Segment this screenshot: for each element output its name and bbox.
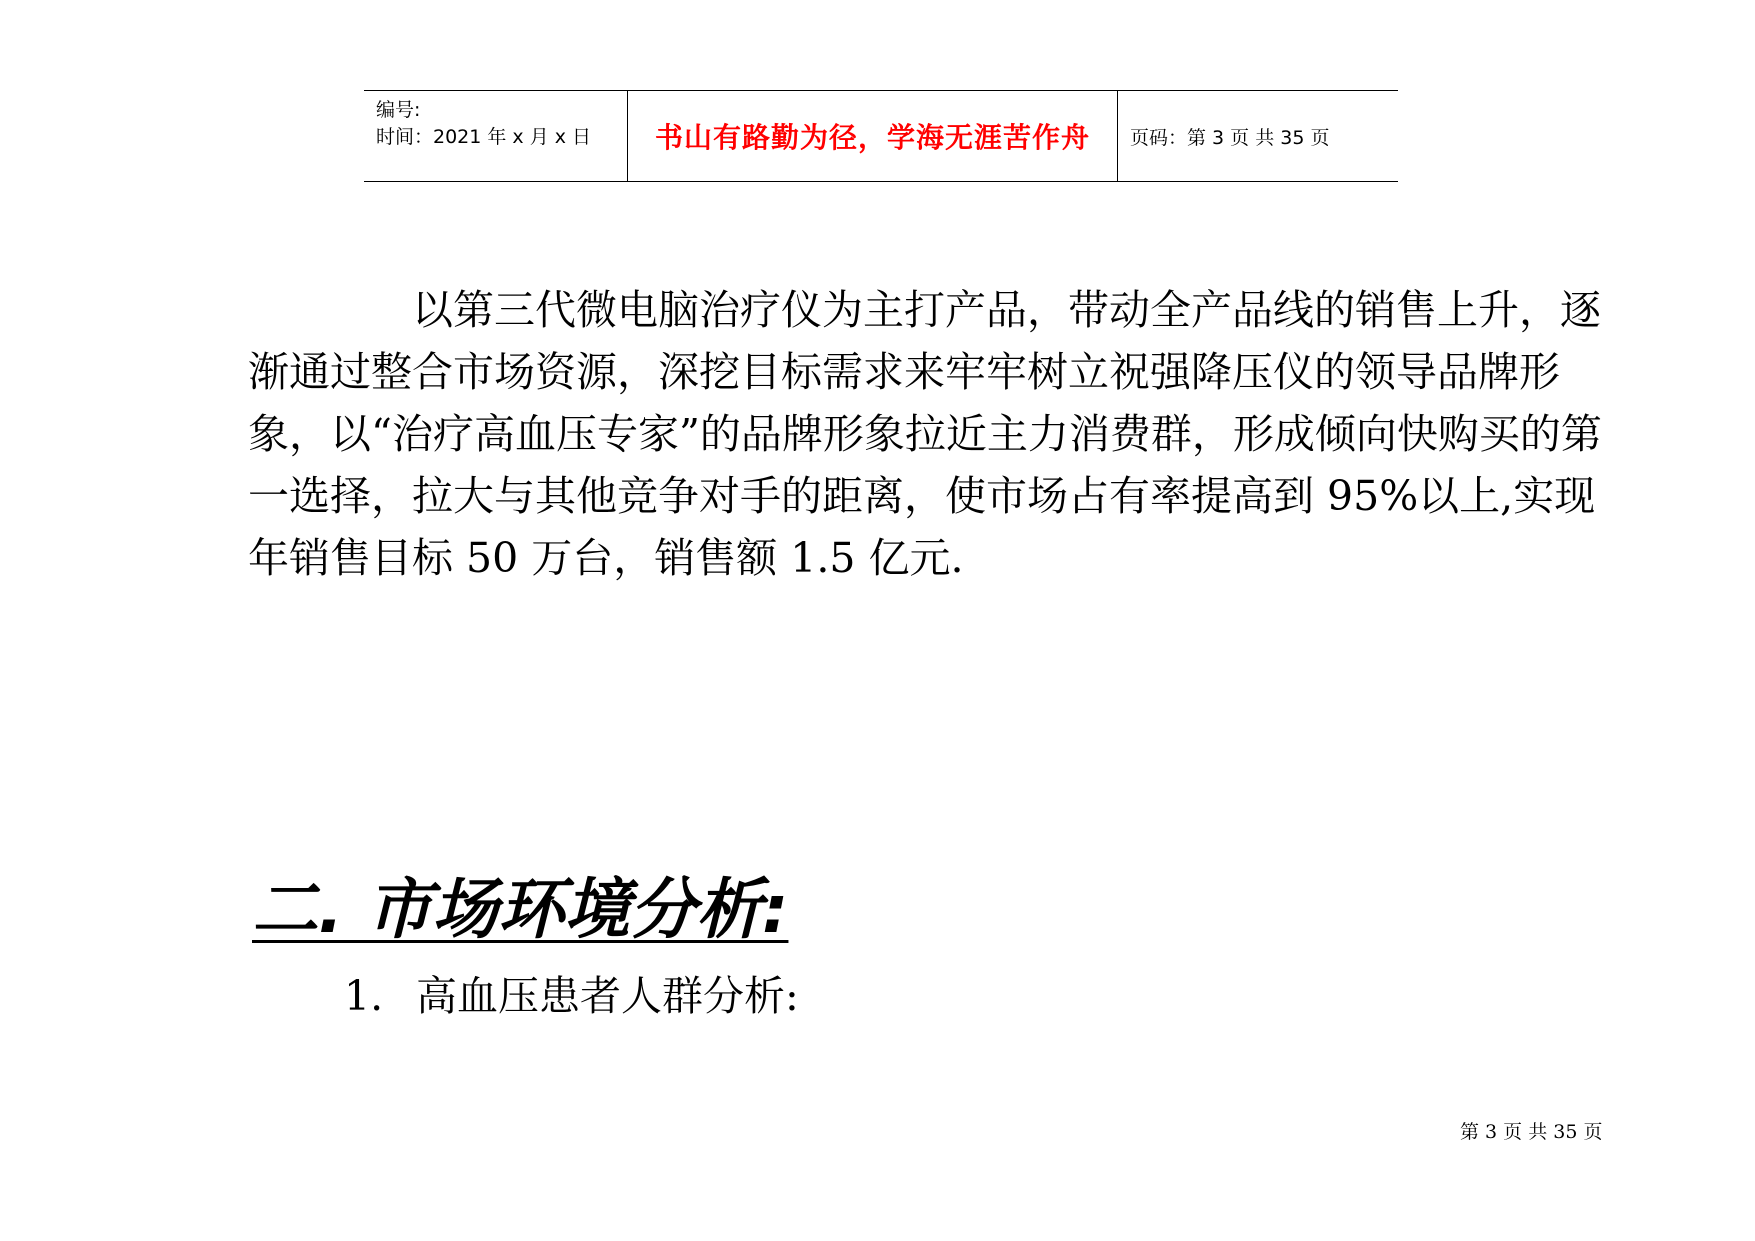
body-paragraph: 以第三代微电脑治疗仪为主打产品，带动全产品线的销售上升，逐渐通过整合市场资源，深挖目标需求来牢牢树立祝强降压仪的领导品牌形象，以“治疗高血压专家”的品牌形象拉近主力消费群，形成倾向快购买的第一选择，拉大与其他竞争对手的距离，使市场占有率提高到 95%以上,实现年销售目标 50 万台，销售额 1.5 亿元. [248, 286, 1602, 582]
page-header [364, 90, 1398, 182]
header-motto-cell [628, 91, 1118, 181]
time-label: 时间：2021 年 x 月 x 日 [376, 126, 592, 148]
header-page-cell [1118, 91, 1398, 181]
header-motto: 书山有路勤为径，学海无涯苦作舟 [654, 121, 1090, 154]
subsection-heading [344, 968, 799, 1024]
subsection-title: 高血压患者人群分析: [416, 972, 799, 1020]
header-page-info: 页码：第 3 页 共 35 页 [1130, 126, 1330, 149]
page-footer: 第 3 页 共 35 页 [1460, 1121, 1603, 1143]
subsection-number: 1. [344, 972, 384, 1020]
section-title: 二. 市场环境分析: [252, 871, 789, 948]
code-label: 编号: [376, 99, 421, 121]
header-meta-cell [364, 91, 628, 181]
